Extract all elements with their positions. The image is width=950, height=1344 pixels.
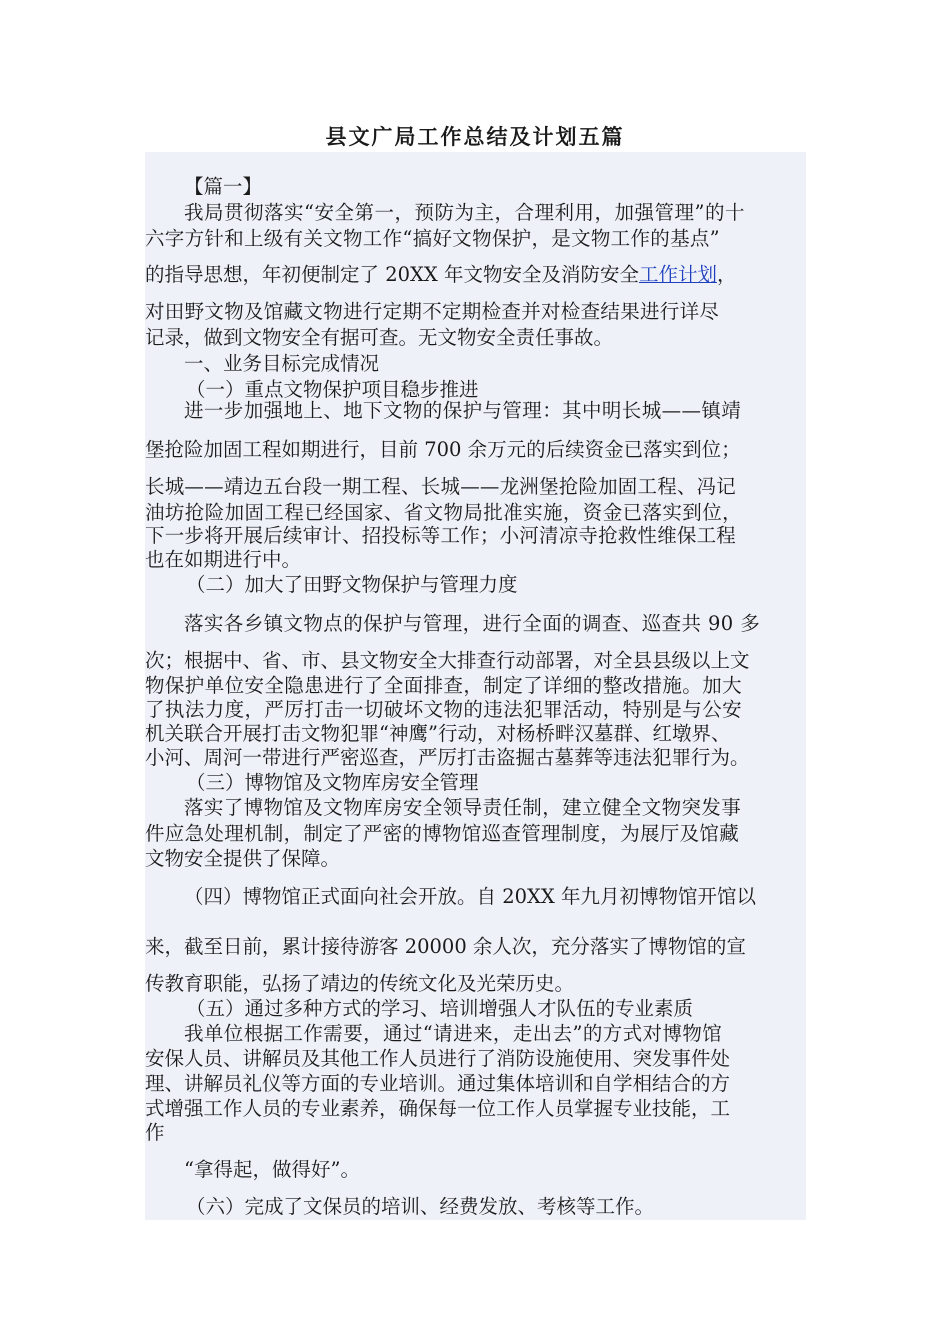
paragraph-line-with-link <box>145 262 737 288</box>
paragraph-line: 进一步加强地上、地下文物的保护与管理：其中明长城——镇靖 <box>184 399 742 422</box>
paragraph-line: 式增强工作人员的专业素养，确保每一位工作人员掌握专业技能，工 <box>145 1097 731 1120</box>
subsection-heading: （一）重点文物保护项目稳步推进 <box>186 378 479 401</box>
paragraph-line: 小河、周河一带进行严密巡查，严厉打击盗掘古墓葬等违法犯罪行为。 <box>145 746 750 769</box>
paragraph-line: 对田野文物及馆藏文物进行定期不定期检查并对检查结果进行详尽 <box>145 300 720 323</box>
paragraph-line: 我局贯彻落实“安全第一，预防为主，合理利用，加强管理”的十 <box>184 201 745 224</box>
paragraph-line: “拿得起，做得好”。 <box>184 1158 360 1181</box>
paragraph-line: 传教育职能，弘扬了靖边的传统文化及光荣历史。 <box>145 972 575 995</box>
paragraph-line: 也在如期进行中。 <box>145 548 302 571</box>
paragraph-line: 作 <box>145 1121 165 1144</box>
section-heading: 一、业务目标完成情况 <box>184 352 380 375</box>
paragraph-line: 次；根据中、省、市、县文物安全大排查行动部署，对全县县级以上文 <box>145 649 750 672</box>
work-plan-link[interactable]: 工作计划 <box>638 263 717 286</box>
paragraph-line: 下一步将开展后续审计、招投标等工作；小河清凉寺抢救性维保工程 <box>145 524 737 547</box>
paragraph-line: （四）博物馆正式面向社会开放。自 20XX 年九月初博物馆开馆以 <box>184 885 756 908</box>
subsection-heading: （五）通过多种方式的学习、培训增强人才队伍的专业素质 <box>186 997 694 1020</box>
paragraph-line: 机关联合开展打击文物犯罪“神鹰”行动，对杨桥畔汉墓群、红墩界、 <box>145 722 731 745</box>
paragraph-line: 我单位根据工作需要，通过“请进来，走出去”的方式对博物馆 <box>184 1022 723 1045</box>
paragraph-line: 落实各乡镇文物点的保护与管理，进行全面的调查、巡查共 90 多 <box>184 612 761 635</box>
paragraph-text: 的指导思想，年初便制定了 20XX 年文物安全及消防安全 <box>145 263 639 286</box>
document-title: 县文广局工作总结及计划五篇 <box>325 125 625 149</box>
subsection-heading: （六）完成了文保员的培训、经费发放、考核等工作。 <box>186 1195 655 1218</box>
paragraph-line: 文物安全提供了保障。 <box>145 847 341 870</box>
paragraph-line: 长城——靖边五台段一期工程、长城——龙洲堡抢险加固工程、冯记 <box>145 475 737 498</box>
paragraph-line: 安保人员、讲解员及其他工作人员进行了消防设施使用、突发事件处 <box>145 1047 731 1070</box>
paragraph-text: ， <box>717 263 737 286</box>
subsection-heading: （二）加大了田野文物保护与管理力度 <box>186 573 518 596</box>
paragraph-line: 记录，做到文物安全有据可查。无文物安全责任事故。 <box>145 326 614 349</box>
part-heading: 【篇一】 <box>184 175 263 198</box>
paragraph-line: 堡抢险加固工程如期进行，目前 700 余万元的后续资金已落实到位； <box>145 438 741 461</box>
paragraph-line: 了执法力度，严厉打击一切破坏文物的违法犯罪活动，特别是与公安 <box>145 698 743 721</box>
paragraph-line: 来，截至日前，累计接待游客 20000 余人次，充分落实了博物馆的宣 <box>145 935 746 958</box>
paragraph-line: 落实了博物馆及文物库房安全领导责任制，建立健全文物突发事 <box>184 796 742 819</box>
paragraph-line: 物保护单位安全隐患进行了全面排查，制定了详细的整改措施。加大 <box>145 674 743 697</box>
subsection-heading: （三）博物馆及文物库房安全管理 <box>186 771 479 794</box>
paragraph-line: 六字方针和上级有关文物工作“搞好文物保护，是文物工作的基点” <box>145 227 720 250</box>
paragraph-line: 理、讲解员礼仪等方面的专业培训。通过集体培训和自学相结合的方 <box>145 1072 731 1095</box>
paragraph-line: 油坊抢险加固工程已经国家、省文物局批准实施，资金已落实到位， <box>145 501 743 524</box>
paragraph-line: 件应急处理机制，制定了严密的博物馆巡查管理制度，为展厅及馆藏 <box>145 822 740 845</box>
